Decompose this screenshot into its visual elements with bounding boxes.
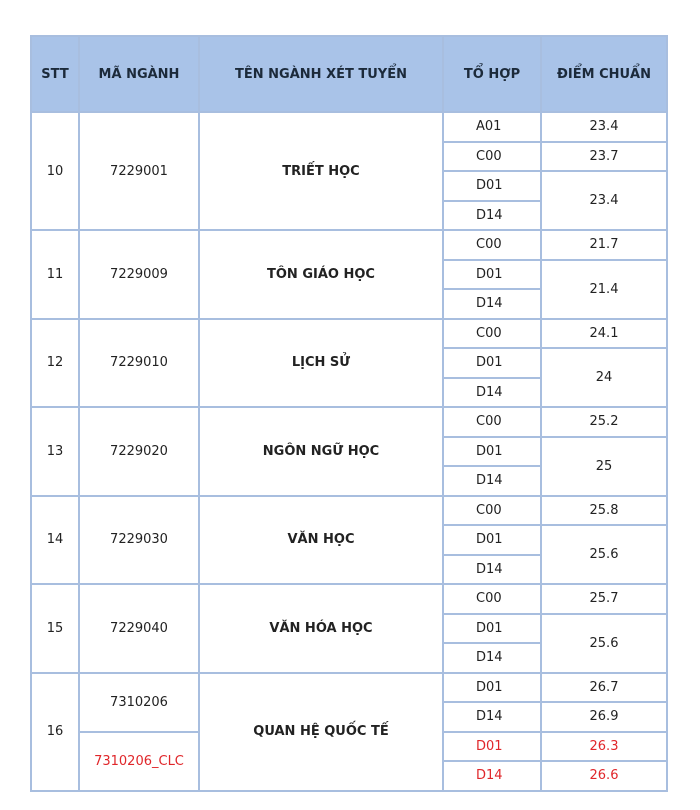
combo-cell: D01 bbox=[443, 260, 541, 290]
code-cell: 7229009 bbox=[79, 230, 199, 319]
name-cell: NGÔN NGỮ HỌC bbox=[199, 407, 443, 496]
table-row bbox=[31, 407, 667, 437]
combo-cell: C00 bbox=[443, 319, 541, 349]
header-name: TÊN NGÀNH XÉT TUYỂN bbox=[199, 36, 443, 112]
stt-cell: 10 bbox=[31, 112, 79, 230]
header-score: ĐIỂM CHUẨN bbox=[541, 36, 667, 112]
score-cell: 24.1 bbox=[541, 319, 667, 349]
header-row bbox=[31, 36, 667, 112]
score-cell-clc: 26.6 bbox=[541, 761, 667, 791]
score-cell: 26.9 bbox=[541, 702, 667, 732]
combo-cell: D14 bbox=[443, 378, 541, 408]
admission-scores-table bbox=[30, 35, 668, 792]
combo-cell: D01 bbox=[443, 673, 541, 703]
combo-cell-clc: D14 bbox=[443, 761, 541, 791]
name-cell: TÔN GIÁO HỌC bbox=[199, 230, 443, 319]
code-cell: 7229030 bbox=[79, 496, 199, 585]
stt-cell: 15 bbox=[31, 584, 79, 673]
score-cell: 26.7 bbox=[541, 673, 667, 703]
score-cell: 25.7 bbox=[541, 584, 667, 614]
code-cell: 7310206 bbox=[79, 673, 199, 732]
code-cell: 7229040 bbox=[79, 584, 199, 673]
combo-cell: D01 bbox=[443, 348, 541, 378]
combo-cell: D14 bbox=[443, 555, 541, 585]
combo-cell: D14 bbox=[443, 702, 541, 732]
combo-cell-clc: D01 bbox=[443, 732, 541, 762]
score-cell: 25.6 bbox=[541, 525, 667, 584]
combo-cell: C00 bbox=[443, 230, 541, 260]
score-cell: 23.4 bbox=[541, 112, 667, 142]
score-cell: 24 bbox=[541, 348, 667, 407]
combo-cell: C00 bbox=[443, 407, 541, 437]
score-cell: 21.7 bbox=[541, 230, 667, 260]
table-row bbox=[31, 496, 667, 526]
admission-scores-table-wrapper bbox=[30, 35, 668, 792]
code-cell: 7229020 bbox=[79, 407, 199, 496]
table-row bbox=[31, 319, 667, 349]
score-cell: 25.6 bbox=[541, 614, 667, 673]
score-cell: 25.8 bbox=[541, 496, 667, 526]
header-stt: STT bbox=[31, 36, 79, 112]
name-cell: TRIẾT HỌC bbox=[199, 112, 443, 230]
stt-cell: 13 bbox=[31, 407, 79, 496]
header-combo: TỔ HỢP bbox=[443, 36, 541, 112]
combo-cell: D14 bbox=[443, 201, 541, 231]
combo-cell: D14 bbox=[443, 643, 541, 673]
table-row bbox=[31, 673, 667, 703]
combo-cell: D14 bbox=[443, 289, 541, 319]
name-cell: VĂN HỌC bbox=[199, 496, 443, 585]
table-row bbox=[31, 112, 667, 142]
stt-cell: 16 bbox=[31, 673, 79, 791]
combo-cell: D14 bbox=[443, 466, 541, 496]
table-row bbox=[31, 584, 667, 614]
score-cell: 25.2 bbox=[541, 407, 667, 437]
code-cell: 7229010 bbox=[79, 319, 199, 408]
stt-cell: 11 bbox=[31, 230, 79, 319]
stt-cell: 14 bbox=[31, 496, 79, 585]
name-cell: LỊCH SỬ bbox=[199, 319, 443, 408]
score-cell-clc: 26.3 bbox=[541, 732, 667, 762]
score-cell: 25 bbox=[541, 437, 667, 496]
combo-cell: C00 bbox=[443, 584, 541, 614]
code-clc-cell: 7310206_CLC bbox=[79, 732, 199, 791]
name-cell: VĂN HÓA HỌC bbox=[199, 584, 443, 673]
combo-cell: D01 bbox=[443, 614, 541, 644]
combo-cell: D01 bbox=[443, 525, 541, 555]
table-row bbox=[31, 230, 667, 260]
code-cell: 7229001 bbox=[79, 112, 199, 230]
score-cell: 23.4 bbox=[541, 171, 667, 230]
combo-cell: C00 bbox=[443, 496, 541, 526]
name-cell: QUAN HỆ QUỐC TẾ bbox=[199, 673, 443, 791]
combo-cell: A01 bbox=[443, 112, 541, 142]
stt-cell: 12 bbox=[31, 319, 79, 408]
header-code: MÃ NGÀNH bbox=[79, 36, 199, 112]
score-cell: 21.4 bbox=[541, 260, 667, 319]
combo-cell: D01 bbox=[443, 171, 541, 201]
score-cell: 23.7 bbox=[541, 142, 667, 172]
combo-cell: C00 bbox=[443, 142, 541, 172]
combo-cell: D01 bbox=[443, 437, 541, 467]
